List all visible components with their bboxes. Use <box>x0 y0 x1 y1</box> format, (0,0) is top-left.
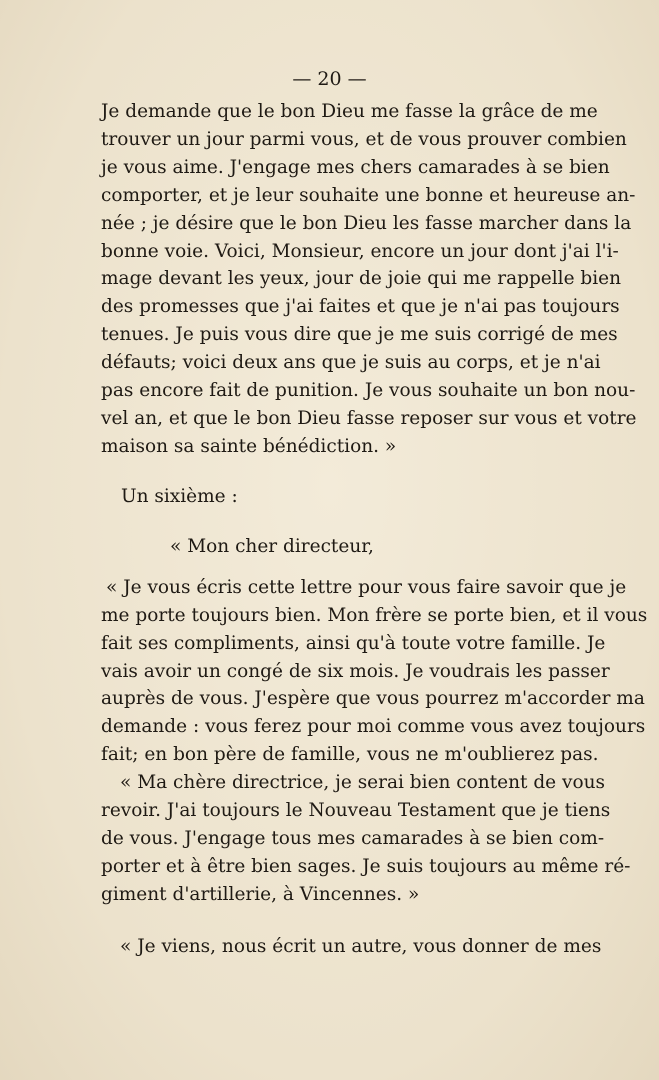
text-line: « Ma chère directrice, je serai bien content de vous <box>120 772 606 793</box>
text-line: porter et à être bien sages. Je suis toujours au même ré- <box>101 856 631 877</box>
text-line: trouver un jour parmi vous, et de vous prouver combien <box>101 129 627 150</box>
text-line: me porte toujours bien. Mon frère se porte bien, et il vous <box>101 605 648 626</box>
text-line: tenues. Je puis vous dire que je me suis corrigé de mes <box>101 324 618 345</box>
text-line: giment d'artillerie, à Vincennes. » <box>101 884 420 905</box>
text-line: née ; je désire que le bon Dieu les fasse marcher dans la <box>101 213 632 234</box>
text-line: vais avoir un congé de six mois. Je voudrais les passer <box>101 661 610 682</box>
text-line: vel an, et que le bon Dieu fasse reposer sur vous et votre <box>101 408 637 429</box>
text-line: « Mon cher directeur, <box>170 536 374 557</box>
text-line: fait; en bon père de famille, vous ne m'oublierez pas. <box>101 744 599 765</box>
text-line: Je demande que le bon Dieu me fasse la grâce de me <box>101 101 598 122</box>
text-line: fait ses compliments, ainsi qu'à toute votre famille. Je <box>101 633 606 654</box>
text-line: pas encore fait de punition. Je vous souhaite un bon nou- <box>101 380 636 401</box>
text-line: « Je vous écris cette lettre pour vous faire savoir que je <box>106 577 627 598</box>
text-line: maison sa sainte bénédiction. » <box>101 436 397 457</box>
page-number: — 20 — <box>292 68 367 90</box>
text-line: revoir. J'ai toujours le Nouveau Testament que je tiens <box>101 800 611 821</box>
text-line: défauts; voici deux ans que je suis au corps, et je n'ai <box>101 352 601 373</box>
text-line: comporter, et je leur souhaite une bonne et heureuse an- <box>101 185 636 206</box>
text-line: des promesses que j'ai faites et que je n'ai pas toujours <box>101 296 620 317</box>
text-line: je vous aime. J'engage mes chers camarades à se bien <box>101 157 610 178</box>
text-line: demande : vous ferez pour moi comme vous avez toujours <box>101 716 646 737</box>
text-line: de vous. J'engage tous mes camarades à se bien com- <box>101 828 605 849</box>
text-line: « Je viens, nous écrit un autre, vous donner de mes <box>120 936 602 957</box>
text-line: Un sixième : <box>121 486 238 507</box>
text-line: auprès de vous. J'espère que vous pourrez m'accorder ma <box>101 688 645 709</box>
text-line: mage devant les yeux, jour de joie qui me rappelle bien <box>101 268 622 289</box>
text-line: bonne voie. Voici, Monsieur, encore un jour dont j'ai l'i- <box>101 241 619 262</box>
